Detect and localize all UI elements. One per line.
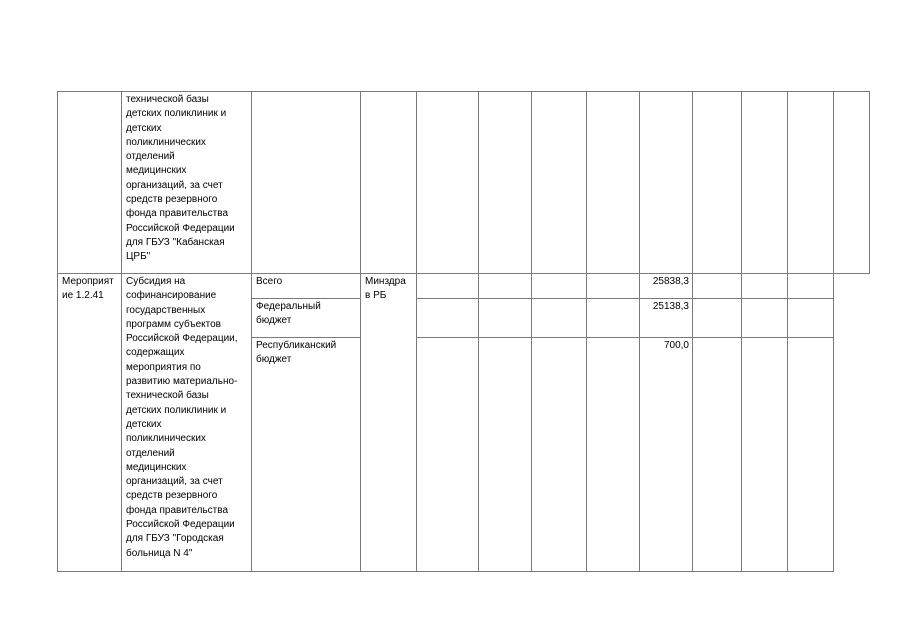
table-row [58, 274, 870, 299]
event-name: Субсидия на софинансирование государственных программ субъектов Российской Федерации, содержащих мероприятия по развитию материально- технической базы детских поликлиник и детских поликлинических отделений медицинских организаций, за счет средств резервного фонда правительства Российской Федерации для ГБУЗ "Городская больница N 4" [122, 274, 252, 572]
amount-value: 25138,3 [640, 299, 693, 338]
table-cell [58, 92, 122, 274]
budget-table [57, 91, 870, 572]
amount-value: 700,0 [640, 338, 693, 572]
table-row [58, 92, 870, 274]
amount-value: 25838,3 [640, 274, 693, 299]
funding-source-label: Федеральный бюджет [252, 299, 361, 338]
event-description-continued: технической базы детских поликлиник и детских поликлинических отделений медицинских организаций, за счет средств резервного фонда правительства Российской Федерации для ГБУЗ "Кабанская ЦРБ" [122, 92, 252, 274]
funding-source-label: Всего [252, 274, 361, 299]
event-code: Мероприят ие 1.2.41 [58, 274, 122, 572]
funding-source-label: Республиканский бюджет [252, 338, 361, 572]
executor: Минздра в РБ [361, 274, 417, 572]
